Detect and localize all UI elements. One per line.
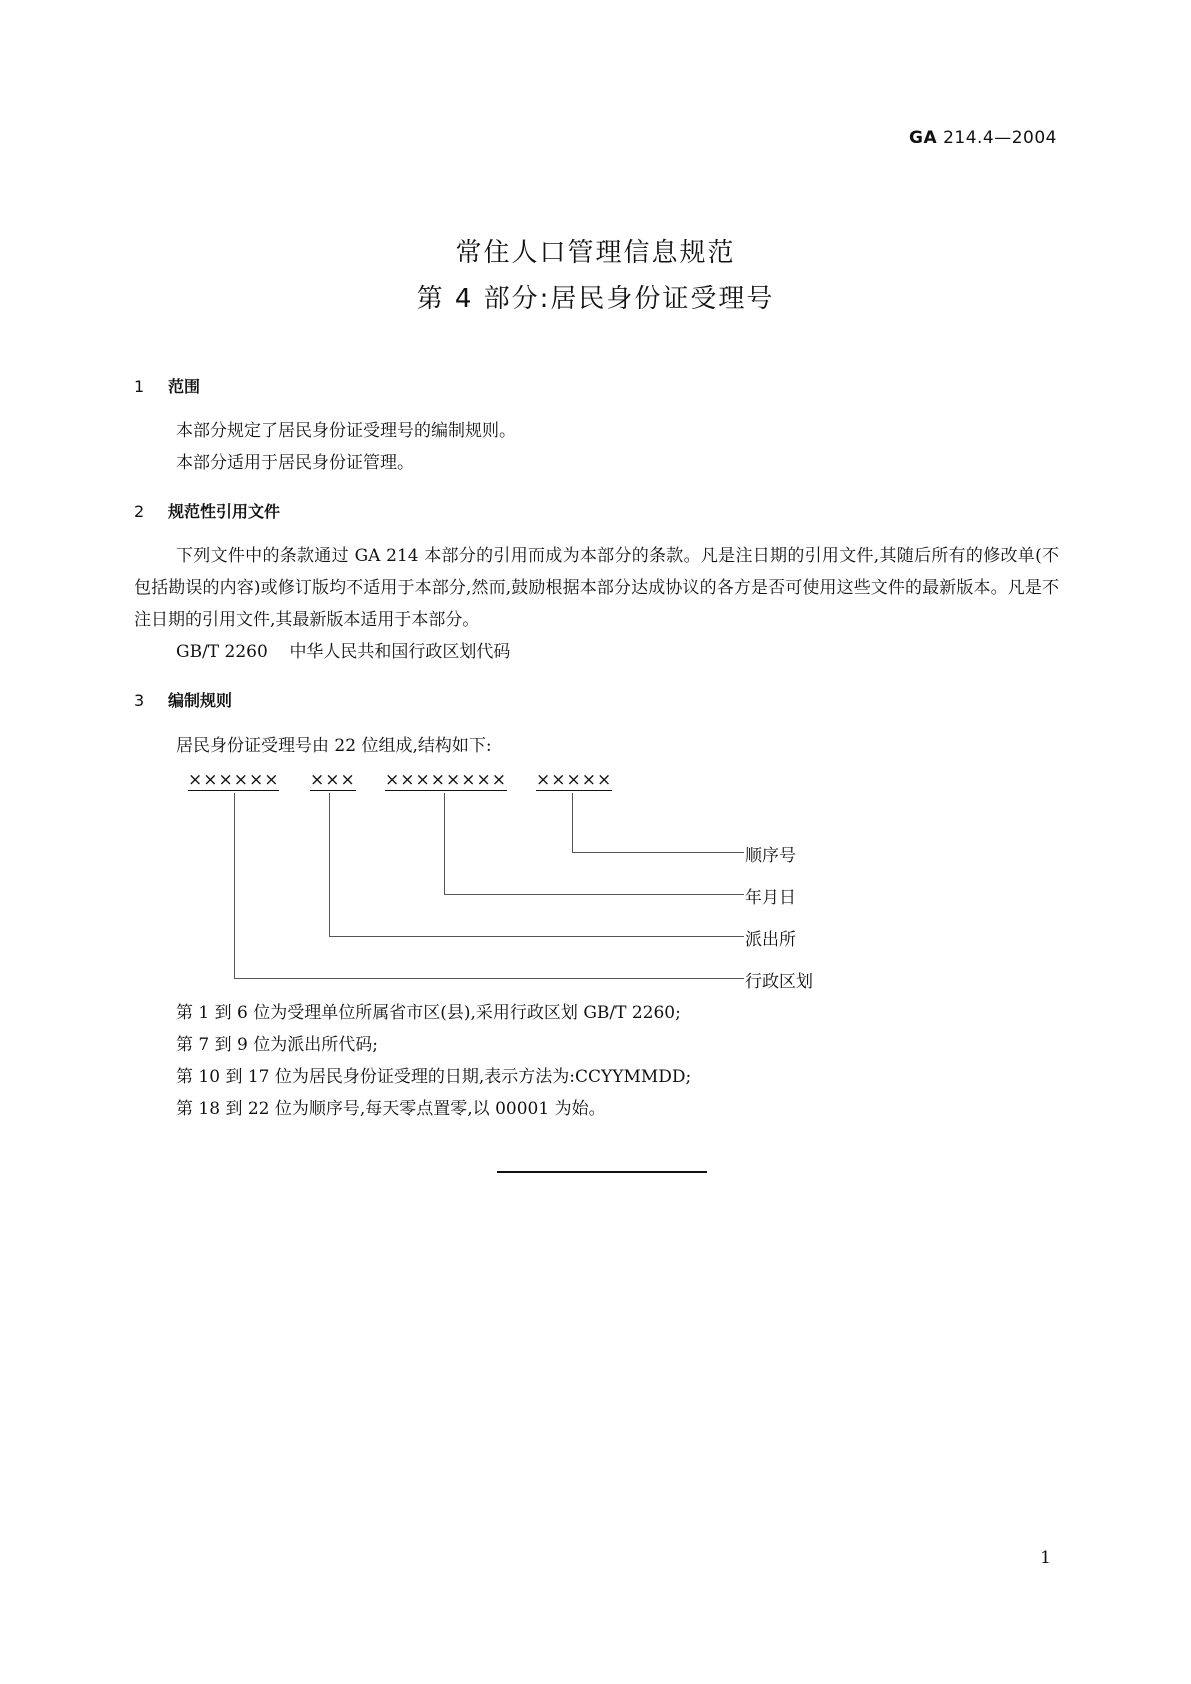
page-title: 常住人口管理信息规范 bbox=[455, 238, 736, 268]
section-title: 规范性引用文件 bbox=[168, 502, 281, 521]
reference-entry bbox=[176, 636, 510, 668]
reference-title: 中华人民共和国行政区划代码 bbox=[289, 642, 511, 662]
label-date: 年月日 bbox=[745, 888, 796, 908]
connector-admin-vertical bbox=[234, 793, 235, 978]
reference-code: GB/T 2260 bbox=[176, 642, 268, 662]
section-heading-scope bbox=[134, 374, 200, 397]
connector-admin-horizontal bbox=[234, 978, 744, 979]
label-police-station: 派出所 bbox=[745, 930, 796, 950]
rule-item: 第 7 到 9 位为派出所代码; bbox=[176, 1035, 378, 1055]
label-admin-division: 行政区划 bbox=[745, 972, 813, 992]
document-number bbox=[909, 128, 1057, 148]
paragraph: 居民身份证受理号由 22 位组成,结构如下: bbox=[176, 736, 492, 756]
connector-sequence-vertical bbox=[572, 793, 573, 852]
connector-station-vertical bbox=[329, 793, 330, 936]
connector-date-horizontal bbox=[444, 894, 744, 895]
label-sequence: 顺序号 bbox=[745, 846, 796, 866]
section-title: 编制规则 bbox=[168, 691, 233, 710]
section-number: 2 bbox=[134, 502, 145, 521]
connector-sequence-horizontal bbox=[572, 852, 744, 853]
section-heading-coding-rules bbox=[134, 688, 232, 711]
segment-sequence: ××××× bbox=[536, 770, 613, 790]
paragraph: 下列文件中的条款通过 GA 214 本部分的引用而成为本部分的条款。凡是注日期的引用文件,其随后所有的修改单(不包括勘误的内容)或修订版均不适用于本部分,然而,鼓励根据本部分达成协议的各方是否可使用这些文件的最新版本。凡是不注日期的引用文件,其最新版本适用于本部分。 bbox=[134, 546, 1060, 630]
segment-date: ×××××××× bbox=[385, 770, 507, 790]
section-heading-normative-references bbox=[134, 499, 280, 522]
section-title: 范围 bbox=[168, 377, 201, 396]
rule-item: 第 1 到 6 位为受理单位所属省市区(县),采用行政区划 GB/T 2260; bbox=[176, 1003, 681, 1023]
paragraph: 本部分规定了居民身份证受理号的编制规则。 bbox=[176, 421, 516, 441]
page-number: 1 bbox=[1040, 1548, 1051, 1568]
connector-date-vertical bbox=[444, 793, 445, 894]
connector-station-horizontal bbox=[329, 936, 744, 937]
segment-police-station: ××× bbox=[310, 770, 356, 790]
document-code: 214.4—2004 bbox=[943, 128, 1057, 148]
document-prefix: GA bbox=[909, 128, 938, 148]
end-divider bbox=[497, 1171, 707, 1173]
rule-item: 第 10 到 17 位为居民身份证受理的日期,表示方法为:CCYYMMDD; bbox=[176, 1067, 692, 1087]
rule-item: 第 18 到 22 位为顺序号,每天零点置零,以 00001 为始。 bbox=[176, 1099, 606, 1119]
segment-admin-division: ×××××× bbox=[188, 770, 280, 790]
section-number: 3 bbox=[134, 691, 145, 710]
section-number: 1 bbox=[134, 377, 145, 396]
page-subtitle: 第 4 部分:居民身份证受理号 bbox=[416, 284, 775, 314]
paragraph: 本部分适用于居民身份证管理。 bbox=[176, 453, 414, 473]
